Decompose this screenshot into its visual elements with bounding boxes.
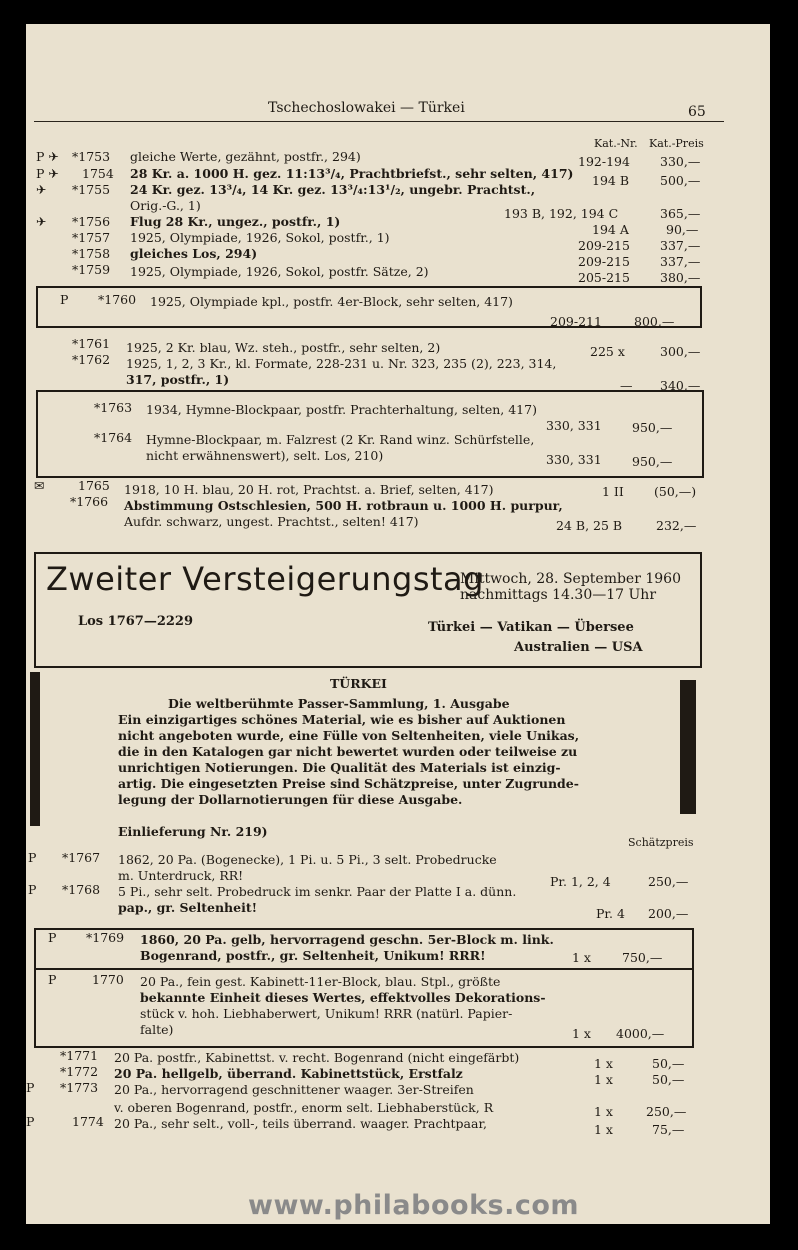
col-head-katnr: Kat.-Nr. [594,137,638,150]
lot-description: Abstimmung Ostschlesien, 500 H. rotbraun u. 1000 H. purpur, [124,498,563,513]
lot-description: 1862, 20 Pa. (Bogenecke), 1 Pi. u. 5 Pi., 3 selt. Probedrucke [118,852,497,867]
lot-description: 28 Kr. a. 1000 H. gez. 11:13³/₄, Prachtbriefst., sehr selten, 417) [130,166,574,181]
lot-description-cont: Aufdr. schwarz, ungest. Prachtst., selten! 417) [124,514,419,529]
lot-description-cont: pap., gr. Seltenheit! [118,900,258,915]
lot-description-cont: falte) [140,1022,174,1037]
lot-price: 380,— [660,270,701,285]
lot-catalog-number: 330, 331 [546,452,602,467]
lot-number: *1766 [70,494,109,509]
banner-countries-2: Australien — USA [514,640,643,655]
lot-number: *1762 [72,352,111,367]
lot-price: 200,— [648,906,689,921]
lot-price: 950,— [632,420,673,435]
lot-mark: P [26,1114,35,1129]
lot-number: 1770 [92,972,124,987]
lot-mark: P ✈ [36,149,59,164]
lot-catalog-number: 1 x [594,1122,613,1137]
lot-description: 1925, 2 Kr. blau, Wz. steh., postfr., sehr selten, 2) [126,340,441,355]
lot-catalog-number: Pr. 1, 2, 4 [550,874,611,889]
catalog-page [26,24,770,1224]
lot-catalog-number: 193 B, 192, 194 C [504,206,619,221]
lot-price: 250,— [646,1104,687,1119]
lot-number: *1757 [72,230,111,245]
lot-description: 20 Pa. hellgelb, überrand. Kabinettstück, Erstfalz [114,1066,463,1081]
banner-date: Mittwoch, 28. September 1960 [460,571,681,587]
schaetzpreis-head: Schätzpreis [628,836,694,849]
lot-catalog-number: 194 B [592,173,630,188]
lot-description: 1925, Olympiade kpl., postfr. 4er-Block, sehr selten, 417) [150,294,513,309]
lot-description: 1925, Olympiade, 1926, Sokol, postfr., 1) [130,230,390,245]
lot-number: *1771 [60,1048,99,1063]
left-margin-bar [30,672,40,826]
lot-number: *1767 [62,850,101,865]
banner-title: Zweiter Versteigerungstag [46,560,484,598]
lot-catalog-number: 194 A [592,222,629,237]
right-margin-bar [680,680,696,814]
lot-description: Flug 28 Kr., ungez., postfr., 1) [130,214,341,229]
lot-catalog-number: 330, 331 [546,418,602,433]
banner-time: nachmittags 14.30—17 Uhr [460,587,657,603]
lot-catalog-number: 209-215 [578,254,630,269]
lot-number: *1761 [72,336,111,351]
lot-description-cont: m. Unterdruck, RR! [118,868,244,883]
lot-price: 50,— [652,1072,685,1087]
lot-description-cont: v. oberen Bogenrand, postfr., enorm selt. Liebhaberstück, R [114,1100,494,1115]
lot-price: 4000,— [616,1026,665,1041]
lot-catalog-number: 24 B, 25 B [556,518,623,533]
lot-number: *1758 [72,246,111,261]
lot-catalog-number: 1 x [572,950,591,965]
lot-mark: P [26,1080,35,1095]
lot-description-cont: nicht erwähnenswert), selt. Los, 210) [146,448,384,463]
lot-mark: P ✈ [36,166,59,181]
lot-price: 500,— [660,173,701,188]
intro-line: unrichtigen Notierungen. Die Qualität des Materials ist einzig- [118,760,561,775]
lot-catalog-number: Pr. 4 [596,906,625,921]
lot-price: 340,— [660,378,701,393]
lot-price: 250,— [648,874,689,889]
lot-price: 300,— [660,344,701,359]
banner-lot-range: Los 1767—2229 [78,614,194,629]
lot-price: 337,— [660,254,701,269]
intro-line: Die weltberühmte Passer-Sammlung, 1. Ausgabe [168,696,510,711]
lot-description: 20 Pa. postfr., Kabinettst. v. recht. Bogenrand (nicht eingefärbt) [114,1050,520,1065]
lot-mark: P [28,850,37,865]
lot-number: *1756 [72,214,111,229]
intro-line: Ein einzigartiges schönes Material, wie es bisher auf Auktionen [118,712,566,727]
lot-description: 1925, Olympiade, 1926, Sokol, postfr. Sätze, 2) [130,264,429,279]
lot-description: 24 Kr. gez. 13³/₄, 14 Kr. gez. 13³/₄:13¹/₂, ungebr. Prachtst., [130,182,536,197]
lot-number: *1764 [94,430,133,445]
lot-number: *1753 [72,149,111,164]
watermark-url: www.philabooks.com [248,1190,580,1221]
lot-number: *1755 [72,182,111,197]
lot-mark: P [48,930,57,945]
lot-number: 1774 [72,1114,104,1129]
lot-catalog-number: 192-194 [578,154,630,169]
section-heading: TÜRKEI [330,676,387,691]
lot-mark: ✈ [36,182,47,197]
lot-price: 75,— [652,1122,685,1137]
lot-price: 365,— [660,206,701,221]
lot-description-cont: Orig.-G., 1) [130,198,201,213]
lot-description-cont: 317, postfr., 1) [126,372,230,387]
lot-number: *1769 [86,930,125,945]
intro-line: legung der Dollarnotierungen für diese Ausgabe. [118,792,463,807]
lot-description: 20 Pa., fein gest. Kabinett-11er-Block, blau. Stpl., größte [140,974,501,989]
lot-number: *1763 [94,400,133,415]
lot-catalog-number: 1 x [594,1104,613,1119]
envelope-icon: ✉ [34,478,45,493]
lot-price: 800,— [634,314,675,329]
lot-number: 1765 [78,478,110,493]
lot-catalog-number: 1 x [594,1072,613,1087]
lot-mark: ✈ [36,214,47,229]
lot-catalog-number: — [620,378,633,393]
lot-number: *1760 [98,292,137,307]
lot-number: *1773 [60,1080,99,1095]
lot-catalog-number: 225 x [590,344,625,359]
lot-mark: P [28,882,37,897]
page-number: 65 [688,104,706,120]
lot-catalog-number: 1 x [594,1056,613,1071]
lot-description-cont: stück v. hoh. Liebhaberwert, Unikum! RRR (natürl. Papier- [140,1006,513,1021]
lot-description: 1934, Hymne-Blockpaar, postfr. Prachterhaltung, selten, 417) [146,402,537,417]
lot-price: (50,—) [654,484,697,499]
lot-price: 337,— [660,238,701,253]
lot-description: 20 Pa., sehr selt., voll-, teils überrand. waager. Prachtpaar, [114,1116,488,1131]
lot-catalog-number: 209-215 [578,238,630,253]
lot-price: 950,— [632,454,673,469]
lot-mark: P [60,292,69,307]
lot-price: 232,— [656,518,697,533]
lot-catalog-number: 205-215 [578,270,630,285]
intro-line: artig. Die eingesetzten Preise sind Schätzpreise, unter Zugrunde- [118,776,579,791]
lot-description: 5 Pi., sehr selt. Probedruck im senkr. Paar der Platte I a. dünn. [118,884,517,899]
lot-number: *1772 [60,1064,99,1079]
lot-price: 90,— [666,222,699,237]
lot-price: 50,— [652,1056,685,1071]
lot-mark: P [48,972,57,987]
lot-description: gleiches Los, 294) [130,246,258,261]
lot-catalog-number: 1 x [572,1026,591,1041]
banner-countries: Türkei — Vatikan — Übersee [428,620,634,635]
lot-description-cont: bekannte Einheit dieses Wertes, effektvolles Dekorations- [140,990,546,1005]
header-rule [34,121,724,122]
lot-description-cont: Bogenrand, postfr., gr. Seltenheit, Unikum! RRR! [140,948,486,963]
lot-catalog-number: 1 II [602,484,624,499]
lot-number: *1768 [62,882,101,897]
lot-price: 750,— [622,950,663,965]
lot-description: gleiche Werte, gezähnt, postfr., 294) [130,149,361,164]
intro-line: die in den Katalogen gar nicht bewertet wurden oder teilweise zu [118,744,578,759]
lot-description: Hymne-Blockpaar, m. Falzrest (2 Kr. Rand winz. Schürfstelle, [146,432,535,447]
intro-line: nicht angeboten wurde, eine Fülle von Seltenheiten, viele Unikas, [118,728,580,743]
lot-number: 1754 [82,166,114,181]
lot-description: 1918, 10 H. blau, 20 H. rot, Prachtst. a. Brief, selten, 417) [124,482,494,497]
lot-price: 330,— [660,154,701,169]
col-head-katpreis: Kat.-Preis [649,137,704,150]
lot-description: 1860, 20 Pa. gelb, hervorragend geschn. 5er-Block m. link. [140,932,554,947]
running-header: Tschechoslowakei — Türkei [268,100,465,116]
lot-number: *1759 [72,262,111,277]
lot-catalog-number: 209-211 [550,314,602,329]
einlieferung: Einlieferung Nr. 219) [118,824,268,839]
lot-description: 1925, 1, 2, 3 Kr., kl. Formate, 228-231 u. Nr. 323, 235 (2), 223, 314, [126,356,557,371]
lot-description: 20 Pa., hervorragend geschnittener waager. 3er-Streifen [114,1082,474,1097]
